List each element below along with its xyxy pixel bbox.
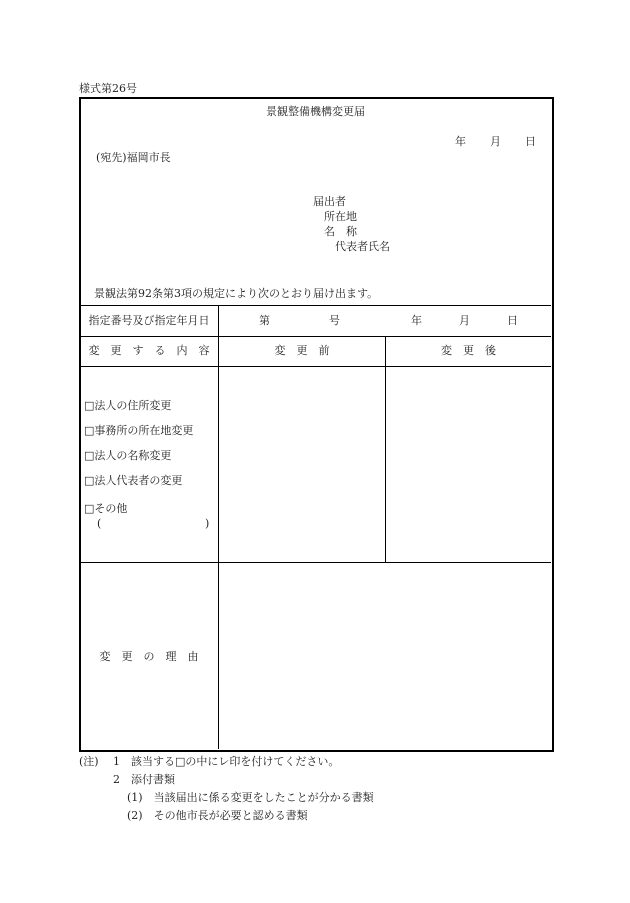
- notes-prefix: (注): [79, 755, 99, 768]
- designation-day-label: 日: [507, 314, 518, 327]
- other-detail-open-paren: (: [97, 517, 102, 530]
- reason-label: 変 更 の 理 由: [99, 650, 199, 663]
- form-title: 景観整備機構変更届: [266, 105, 365, 118]
- statement: 景観法第92条第3項の規定により次のとおり届け出ます。: [94, 287, 379, 300]
- other-detail-close-paren: ): [205, 517, 210, 530]
- designation-number-prefix: 第: [259, 314, 270, 327]
- notifier-address-label: 所在地: [324, 210, 357, 223]
- notifier-representative-label: 代表者氏名: [335, 240, 390, 253]
- rule-designation-top: [80, 305, 551, 306]
- note-2-sub-2: (2) その他市長が必要と認める書類: [127, 809, 308, 822]
- form-number: 様式第26号: [79, 82, 137, 95]
- note-1: 1 該当する□の中にレ印を付けてください。: [113, 755, 340, 768]
- column-after-header: 変 更 後: [441, 344, 496, 357]
- designation-year-label: 年: [411, 314, 422, 327]
- rule-reason-top: [80, 562, 551, 563]
- note-2: 2 添付書類: [113, 773, 175, 786]
- column-content-header: 変 更 す る 内 容: [88, 344, 210, 357]
- checkbox-representative-change[interactable]: □法人代表者の変更: [84, 474, 183, 487]
- notifier-label: 届出者: [313, 195, 346, 208]
- designation-month-label: 月: [459, 314, 470, 327]
- date-year-label: 年: [455, 135, 466, 148]
- rule-columns-top: [80, 336, 551, 337]
- checkbox-corporate-name-change[interactable]: □法人の名称変更: [84, 449, 172, 462]
- designation-label: 指定番号及び指定年月日: [88, 314, 210, 327]
- rule-before-after: [385, 336, 386, 562]
- note-2-sub-1: (1) 当該届出に係る変更をしたことが分かる書類: [127, 791, 374, 804]
- rule-label-column: [218, 305, 219, 749]
- rule-items-top: [80, 366, 551, 367]
- date-month-label: 月: [490, 135, 501, 148]
- checkbox-office-location-change[interactable]: □事務所の所在地変更: [84, 424, 194, 437]
- column-before-header: 変 更 前: [274, 344, 330, 357]
- addressee: (宛先)福岡市長: [96, 151, 171, 164]
- checkbox-corporate-address-change[interactable]: □法人の住所変更: [84, 399, 172, 412]
- checkbox-other[interactable]: □その他: [84, 502, 128, 515]
- designation-number-suffix: 号: [329, 314, 340, 327]
- date-day-label: 日: [525, 135, 536, 148]
- notifier-name-label: 名 称: [324, 225, 357, 238]
